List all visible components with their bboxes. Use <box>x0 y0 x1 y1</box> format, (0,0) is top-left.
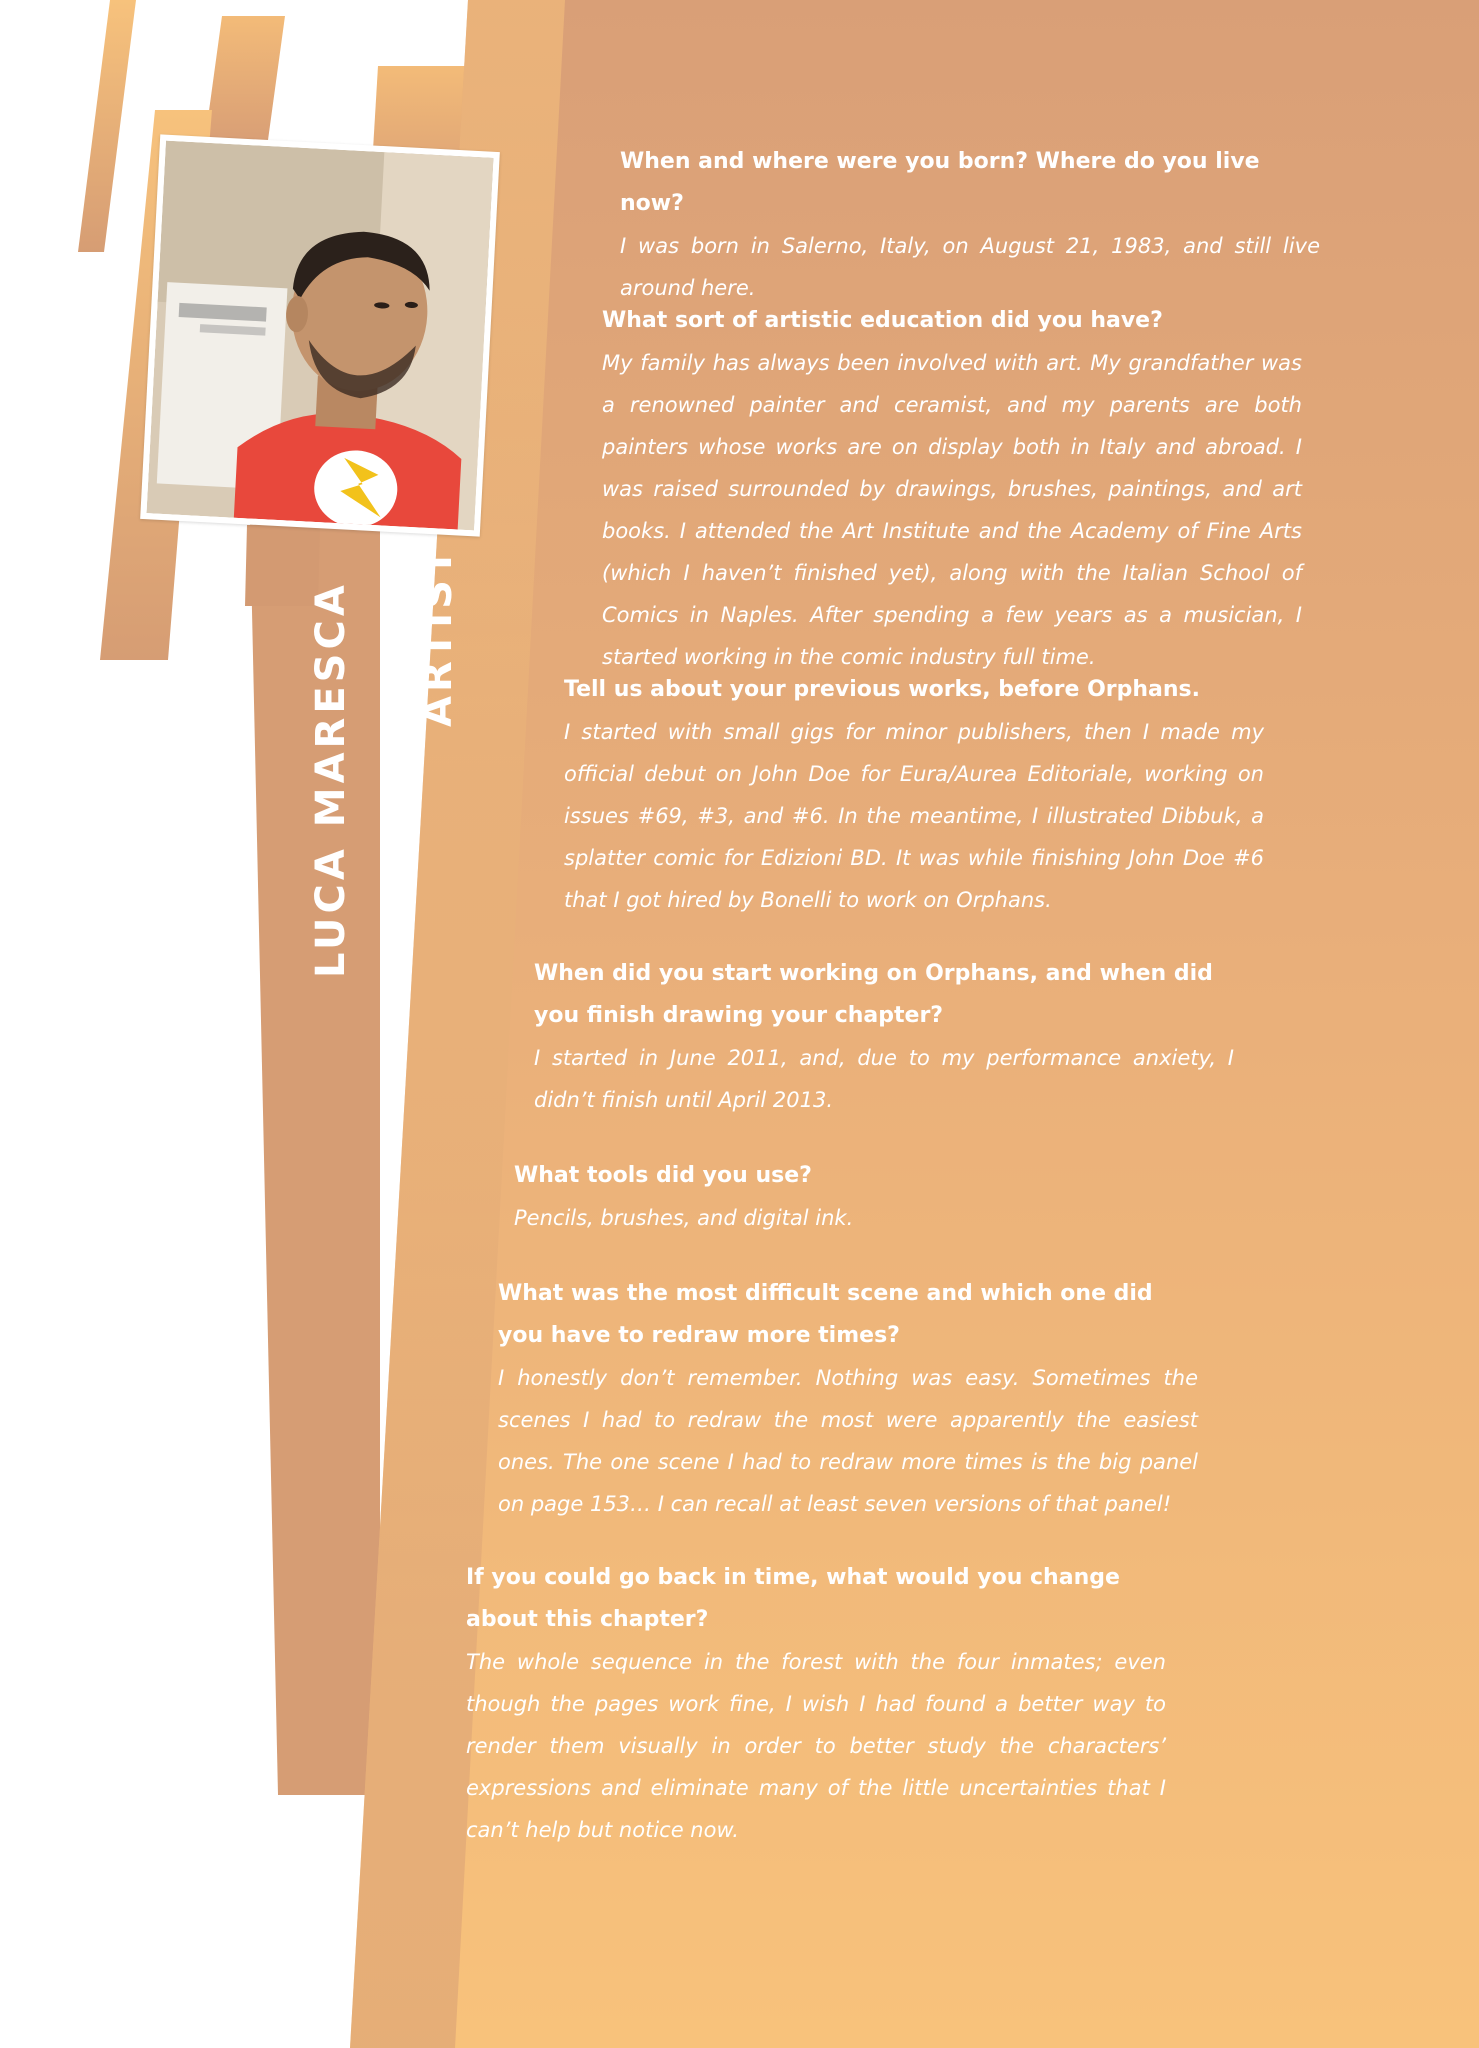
qa-block-7 <box>466 1557 1166 1851</box>
question-3: Tell us about your previous works, before Orphans. <box>564 677 1201 702</box>
answer-3: I started with small gigs for minor publishers, then I made my official debut on John Doe for Eura/Aurea Editoriale, working on issues #69, #3, and #6. In the meantime, I illustrated Dibbuk, a splatter comic for Edizioni BD. It was while finishing John Doe #6 that I got hired by Bonelli to work on Orphans. <box>564 720 1264 912</box>
question-6: What was the most difficult scene and which one did you have to redraw more times? <box>498 1281 1153 1348</box>
answer-5: Pencils, brushes, and digital ink. <box>514 1206 854 1230</box>
artist-role-vertical: ARTIST <box>415 544 461 727</box>
qa-block-1 <box>620 141 1320 309</box>
question-4: When did you start working on Orphans, and when did you finish drawing your chapter? <box>534 961 1213 1028</box>
qa-block-4 <box>534 953 1234 1121</box>
question-7: If you could go back in time, what would you change about this chapter? <box>466 1565 1120 1632</box>
answer-2: My family has always been involved with art. My grandfather was a renowned painter and ceramist, and my parents are both painters whose works are on display both in Italy and abroad. I was raised surrounded by drawings, brushes, paintings, and art books. I attended the Art Institute and the Academy of Fine Arts (which I haven’t finished yet), along with the Italian School of Comics in Naples. After spending a few years as a musician, I started working in the comic industry full time. <box>602 351 1302 669</box>
strip-2 <box>205 16 285 140</box>
answer-6: I honestly don’t remember. Nothing was easy. Sometimes the scenes I had to redraw the most were apparently the easiest ones. The one scene I had to redraw more times is the big panel on page 153… I can recall at least seven versions of that panel! <box>498 1366 1198 1516</box>
answer-7: The whole sequence in the forest with the four inmates; even though the pages work fine, I wish I had found a better way to render them visually in order to better study the characters’ expressions and eliminate many of the little uncertainties that I can’t help but notice now. <box>466 1650 1166 1842</box>
answer-4: I started in June 2011, and, due to my performance anxiety, I didn’t finish until April 2013. <box>534 1046 1234 1112</box>
qa-block-2 <box>602 300 1302 678</box>
qa-block-6 <box>498 1273 1198 1525</box>
qa-block-5 <box>514 1155 1214 1239</box>
question-5: What tools did you use? <box>514 1163 812 1188</box>
portrait-photo <box>146 141 493 531</box>
portrait-photo-frame <box>140 134 500 536</box>
question-2: What sort of artistic education did you have? <box>602 308 1163 333</box>
artist-name-vertical: LUCA MARESCA <box>308 581 354 978</box>
answer-1: I was born in Salerno, Italy, on August 21, 1983, and still live around here. <box>620 234 1320 300</box>
strip-1 <box>78 0 136 252</box>
question-1: When and where were you born? Where do you live now? <box>620 149 1260 216</box>
qa-block-3 <box>564 669 1264 921</box>
